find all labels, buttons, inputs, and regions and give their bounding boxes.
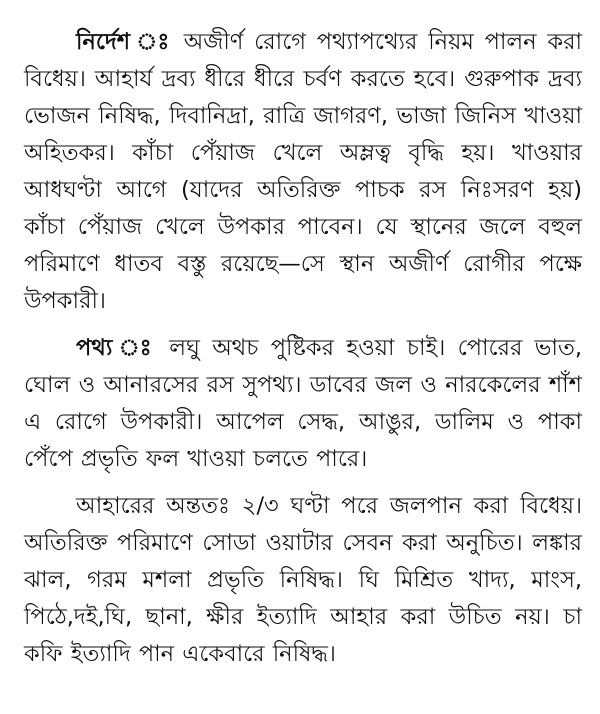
- section-heading-instructions: নির্দেশ ঃ: [76, 29, 173, 55]
- paragraph-text: অজীর্ণ রোগে পথ্যাপথ্যের নিয়ম পালন করা বিধেয়। আহার্য দ্রব্য ধীরে ধীরে চর্বণ করতে হবে। গুরুপাক দ্রব্য ভোজন নিষিদ্ধ, দিবানিদ্রা, রাত্রি জাগরণ, ভাজা জিনিস খাওয়া অহিতকর। কাঁচা পেঁয়াজ খেলে অম্লত্ব বৃদ্ধি হয়। খাওয়ার আধঘণ্টা আগে (যাদের অতিরিক্ত পাচক রস নিঃসরণ হয়) কাঁচা পেঁয়াজ খেলে উপকার পাবেন। যে স্থানের জলে বহুল পরিমাণে ধাতব বস্তু রয়েছে—সে স্থান অজীর্ণ রোগীর পক্ষে উপকারী।: [24, 29, 582, 314]
- paragraph-text: আহারের অন্ততঃ ২/৩ ঘণ্টা পরে জলপান করা বিধেয়। অতিরিক্ত পরিমাণে সোডা ওয়াটার সেবন করা অনুচিত। লঙ্কার ঝাল, গরম মশলা প্রভৃতি নিষিদ্ধ। ঘি মিশ্রিত খাদ্য, মাংস, পিঠে,দই,ঘি, ছানা, ক্ষীর ইত্যাদি আহার করা উচিত নয়। চা কফি ইত্যাদি পান একেবারে নিষিদ্ধ।: [24, 493, 582, 667]
- paragraph-drinking-advice: [24, 488, 582, 673]
- paragraph-instructions: [24, 24, 582, 320]
- section-heading-diet: পথ্য ঃ: [76, 335, 157, 361]
- paragraph-diet: [24, 330, 582, 478]
- paragraph-text: লঘু অথচ পুষ্টিকর হওয়া চাই। পোরের ভাত, ঘোল ও আনারসের রস সুপথ্য। ডাবের জল ও নারকেলের শাঁশ এ রোগে উপকারী। আপেল সেদ্ধ, আঙুর, ডালিম ও পাকা পেঁপে প্রভৃতি ফল খাওয়া চলতে পারে।: [24, 335, 582, 472]
